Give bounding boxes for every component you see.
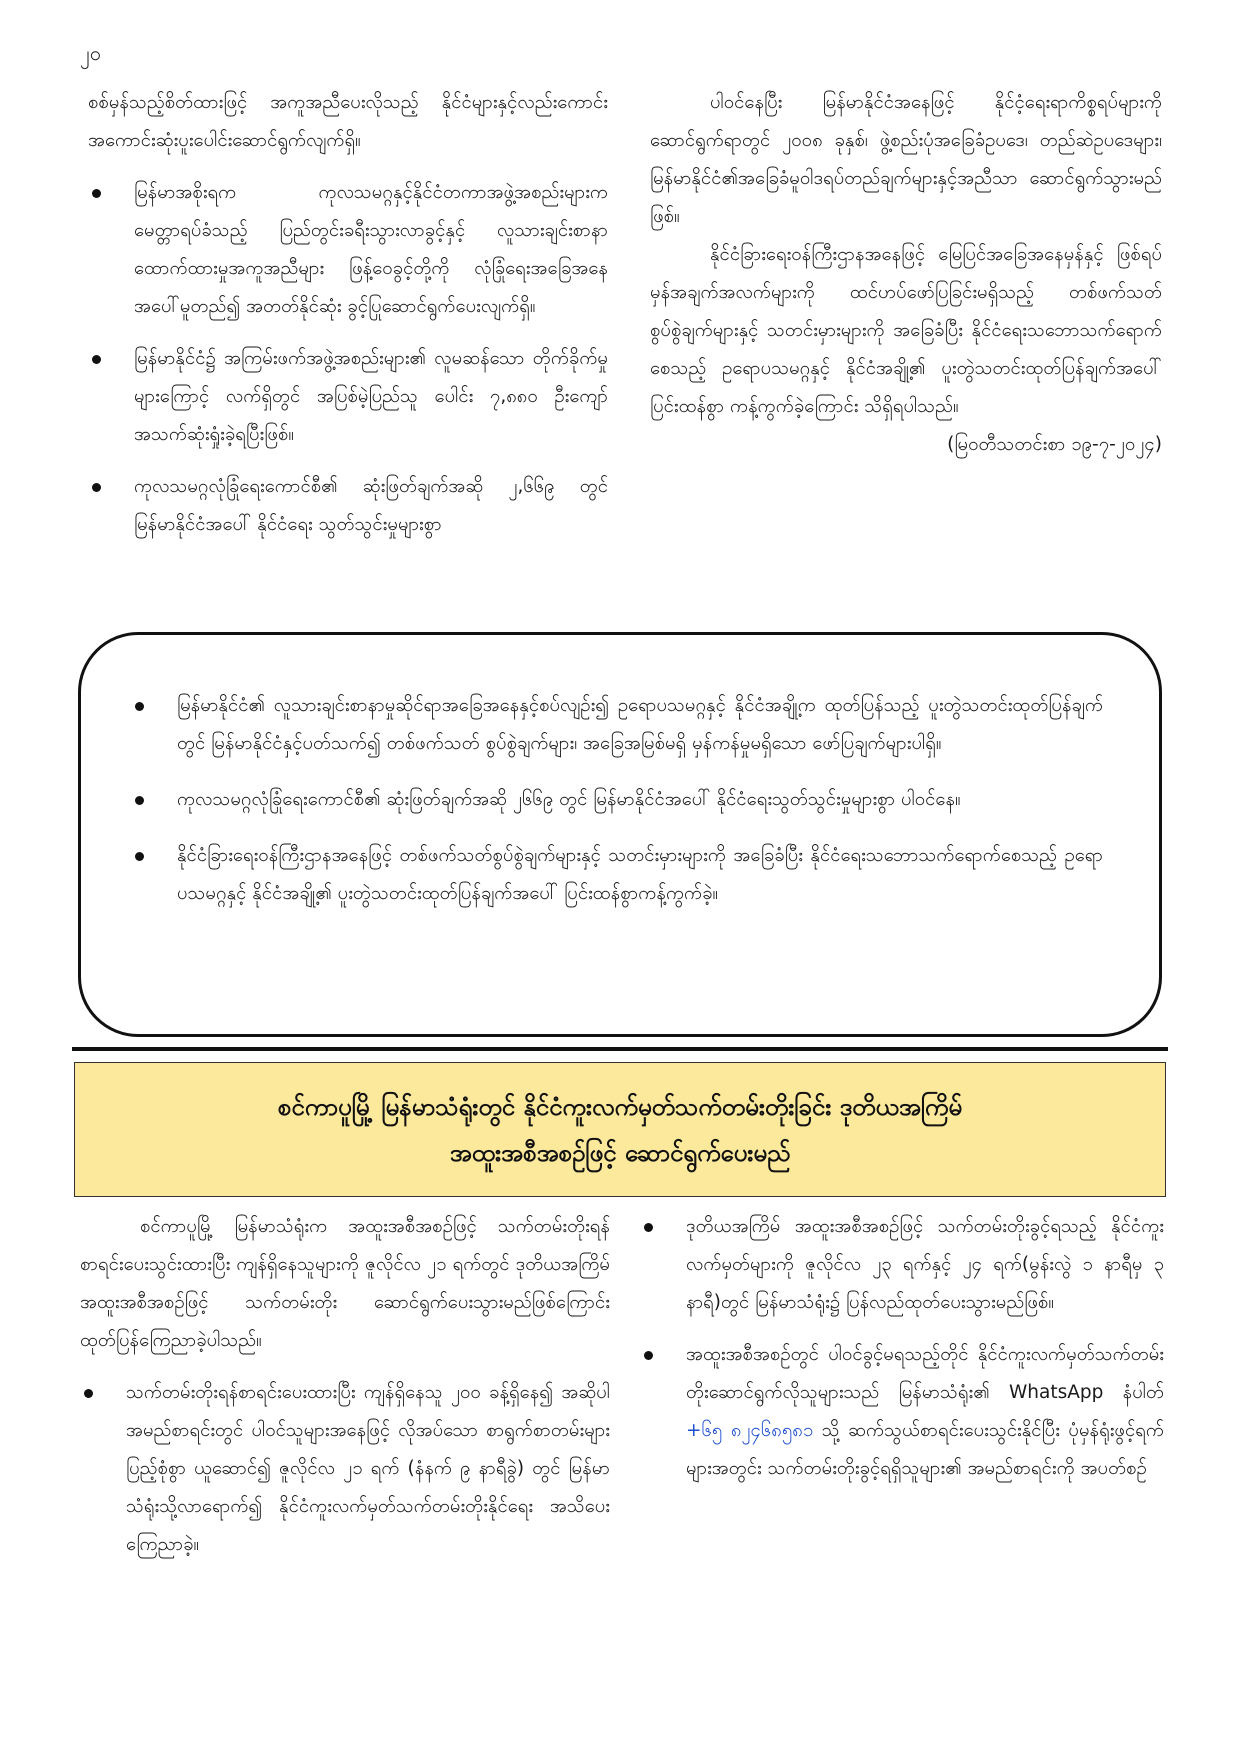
list-item: မြန်မာအစိုးရက ကုလသမဂ္ဂနှင့်နိုင်ငံတကာအဖွဲ့အစည်းများက မေတ္တာရပ်ခံသည့် ပြည်တွင်းခရီးသွားလာခွင့်နှင့် လူသားချင်းစာနာထောက်ထားမှုအကူအညီများ ဖြန့်ဝေခွင့်တို့ကို လုံခြုံရေးအခြေအနေအပေါ်မူတည်၍ အတတ်နိုင်ဆုံး ခွင့်ပြုဆောင်ရွက်ပေးလျက်ရှိ။ <box>88 174 608 326</box>
summary-bullet-list <box>131 687 1103 913</box>
top-right-column <box>650 84 1162 464</box>
source-citation: (မြဝတီသတင်းစာ ၁၉-၇-၂၀၂၄) <box>947 434 1162 455</box>
intro-paragraph: စစ်မှန်သည့်စိတ်ထားဖြင့် အကူအညီပေးလိုသည့် နိုင်ငံများနှင့်လည်းကောင်း အကောင်းဆုံးပူးပေါင်းဆောင်ရွက်လျက်ရှိ။ <box>88 92 608 151</box>
list-item: မြန်မာနိုင်ငံ၌ အကြမ်းဖက်အဖွဲ့အစည်းများ၏ လူမဆန်သော တိုက်ခိုက်မှုများကြောင့် လက်ရှိတွင် အပြစ်မဲ့ပြည်သူ ပေါင်း ၇,၈၈၀ ဦးကျော် အသက်ဆုံးရှုံးခဲ့ရပြီးဖြစ်။ <box>88 340 608 454</box>
bullet-text-before-phone: အထူးအစီအစဉ်တွင် ပါဝင်ခွင့်မရသည့်တိုင် နိုင်ငံကူးလက်မှတ်သက်တမ်းတိုးဆောင်ရွက်လိုသူများသည် မြန်မာသံရုံး၏ WhatsApp နံပါတ် <box>686 1344 1164 1403</box>
bullet-list <box>80 1374 610 1564</box>
summary-box <box>78 632 1162 1037</box>
headline-line-2: အထူးအစီအစဉ်ဖြင့် ဆောင်ရွက်ပေးမည် <box>449 1138 791 1167</box>
top-left-column <box>88 84 608 544</box>
list-item: သက်တမ်းတိုးရန်စာရင်းပေးထားပြီး ကျန်ရှိနေသူ ၂၀၀ ခန့်ရှိနေ၍ အဆိုပါအမည်စာရင်းတွင် ပါဝင်သူများအနေဖြင့် လိုအပ်သော စာရွက်စာတမ်းများ ပြည့်စုံစွာ ယူဆောင်၍ ဇူလိုင်လ ၂၁ ရက် (နံနက် ၉ နာရီခွဲ) တွင် မြန်မာသံရုံးသို့လာရောက်၍ နိုင်ငံကူးလက်မှတ်သက်တမ်းတိုးနိုင်ရေး အသိပေးကြေညာခဲ့။ <box>80 1374 610 1564</box>
list-item: နိုင်ငံခြားရေးဝန်ကြီးဌာနအနေဖြင့် တစ်ဖက်သတ်စွပ်စွဲချက်များနှင့် သတင်းမှားများကို အခြေခံပြီး နိုင်ငံရေးသဘောသက်ရောက်စေသည့် ဥရောပသမဂ္ဂနှင့် နိုင်ငံအချို့၏ ပူးတွဲသတင်းထုတ်ပြန်ချက်အပေါ် ပြင်းထန်စွာကန့်ကွက်ခဲ့။ <box>131 837 1103 913</box>
whatsapp-phone-number: +၆၅ ၈၂၄၆၈၅၈၁ <box>686 1420 814 1441</box>
section-divider <box>72 1047 1168 1051</box>
list-item: မြန်မာနိုင်ငံ၏ လူသားချင်းစာနာမှုဆိုင်ရာအခြေအနေနှင့်စပ်လျဉ်း၍ ဥရောပသမဂ္ဂနှင့် နိုင်ငံအချို့က ထုတ်ပြန်သည့် ပူးတွဲသတင်းထုတ်ပြန်ချက်တွင် မြန်မာနိုင်ငံနှင့်ပတ်သက်၍ တစ်ဖက်သတ် စွပ်စွဲချက်များ၊ အခြေအမြစ်မရှိ မှန်ကန်မှုမရှိသော ဖော်ပြချက်များပါရှိ။ <box>131 687 1103 763</box>
bottom-right-column <box>640 1208 1164 1488</box>
intro-paragraph: စင်ကာပူမြို့ မြန်မာသံရုံးက အထူးအစီအစဉ်ဖြင့် သက်တမ်းတိုးရန် စာရင်းပေးသွင်းထားပြီး ကျန်ရှိနေသူများကို ဇူလိုင်လ ၂၁ ရက်တွင် ဒုတိယအကြိမ် အထူးအစီအစဉ်ဖြင့် သက်တမ်းတိုး ဆောင်ရွက်ပေးသွားမည်ဖြစ်ကြောင်း ထုတ်ပြန်ကြေညာခဲ့ပါသည်။ <box>80 1216 610 1351</box>
continuation-paragraph: ပါဝင်နေပြီး မြန်မာနိုင်ငံအနေဖြင့် နိုင်ငံ့ရေးရာကိစ္စရပ်များကို ဆောင်ရွက်ရာတွင် ၂၀၀၈ ခုနှစ်၊ ဖွဲ့စည်းပုံအခြေခံဥပဒေ၊ တည်ဆဲဥပဒေများ၊ မြန်မာနိုင်ငံ၏အခြေခံမူဝါဒရပ်တည်ချက်များနှင့်အညီသာ ဆောင်ရွက်သွားမည်ဖြစ်။ <box>650 92 1162 227</box>
list-item: ကုလသမဂ္ဂလုံခြုံရေးကောင်စီ၏ ဆုံးဖြတ်ချက်အဆို ၂,၆၆၉ တွင် မြန်မာနိုင်ငံအပေါ် နိုင်ငံရေး သွတ်သွင်းမှုများစွာ <box>88 468 608 544</box>
article-headline <box>74 1062 1166 1197</box>
list-item <box>640 1336 1164 1488</box>
bullet-list <box>640 1208 1164 1488</box>
list-item: ကုလသမဂ္ဂလုံခြုံရေးကောင်စီ၏ ဆုံးဖြတ်ချက်အဆို ၂၆၆၉ တွင် မြန်မာနိုင်ငံအပေါ် နိုင်ငံရေးသွတ်သွင်းမှုများစွာ ပါဝင်နေ။ <box>131 781 1103 819</box>
bullet-list <box>88 174 608 544</box>
headline-line-1: စင်ကာပူမြို့ မြန်မာသံရုံးတွင် နိုင်ငံကူးလက်မှတ်သက်တမ်းတိုးခြင်း ဒုတိယအကြိမ် <box>277 1092 963 1121</box>
page-number: ၂၀ <box>80 41 102 65</box>
list-item: ဒုတိယအကြိမ် အထူးအစီအစဉ်ဖြင့် သက်တမ်းတိုးခွင့်ရသည့် နိုင်ငံကူးလက်မှတ်များကို ဇူလိုင်လ ၂၃ ရက်နှင့် ၂၄ ရက်(မွန်းလွဲ ၁ နာရီမှ ၃ နာရီ)တွင် မြန်မာသံရုံး၌ ပြန်လည်ထုတ်ပေးသွားမည်ဖြစ်။ <box>640 1208 1164 1322</box>
ministry-paragraph: နိုင်ငံခြားရေးဝန်ကြီးဌာနအနေဖြင့် မြေပြင်အခြေအနေမှန်နှင့် ဖြစ်ရပ်မှန်အချက်အလက်များကို ထင်ဟပ်ဖော်ပြခြင်းမရှိသည့် တစ်ဖက်သတ်စွပ်စွဲချက်များနှင့် သတင်းမှားများကို အခြေခံပြီး နိုင်ငံရေးသဘောသက်ရောက်စေသည့် ဥရောပသမဂ္ဂနှင့် နိုင်ငံအချို့၏ ပူးတွဲသတင်းထုတ်ပြန်ချက်အပေါ် ပြင်းထန်စွာ ကန့်ကွက်ခဲ့ကြောင်း သိရှိရပါသည်။ <box>650 244 1162 417</box>
bottom-left-column <box>80 1208 610 1564</box>
bullet-text-after-phone: သို့ ဆက်သွယ်စာရင်းပေးသွင်းနိုင်ပြီး ပုံမှန်ရုံးဖွင့်ရက်များအတွင်း သက်တမ်းတိုးခွင့်ရရှိသူများ၏ အမည်စာရင်းကို အပတ်စဉ် <box>686 1420 1164 1479</box>
